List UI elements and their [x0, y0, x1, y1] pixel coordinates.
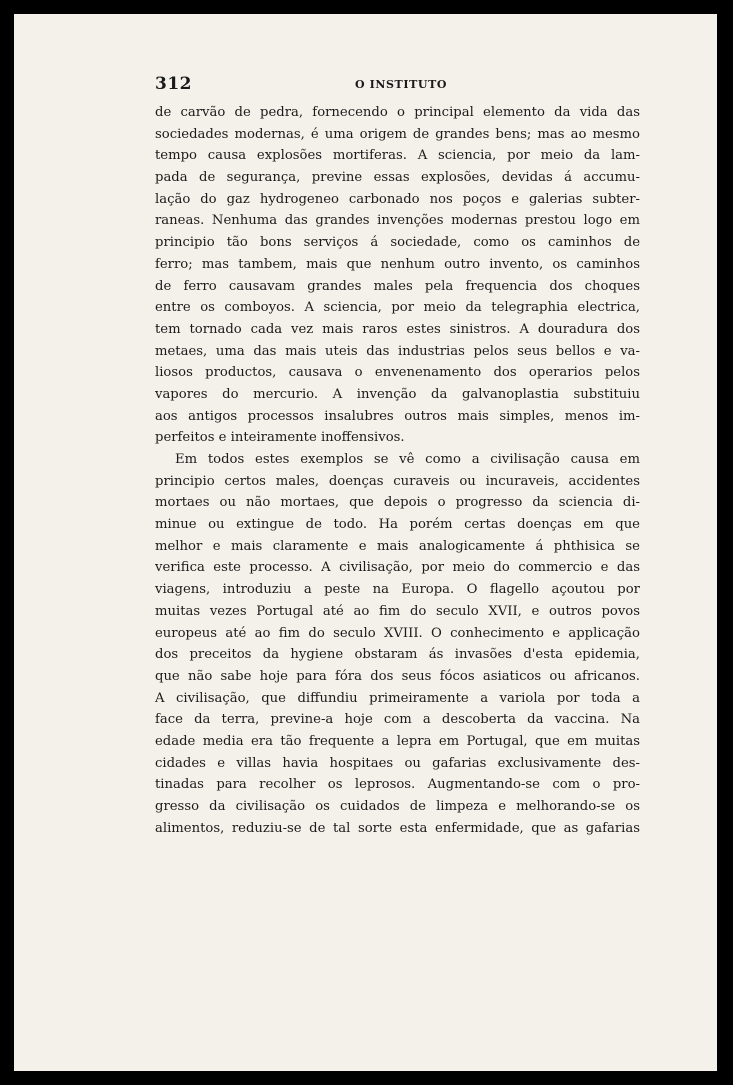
text-line: dos preceitos da hygiene obstaram ás invasões d'esta epidemia, [155, 647, 640, 663]
text-line: edade media era tão frequente a lepra em Portugal, que em muitas [155, 733, 640, 749]
paragraph-end-line: perfeitos e inteiramente inoffensivos. [155, 430, 405, 446]
text-line: viagens, introduziu a peste na Europa. O flagello açoutou por [155, 582, 640, 598]
text-line: sociedades modernas, é uma origem de grandes bens; mas ao mesmo [155, 126, 640, 142]
text-line: raneas. Nenhuma das grandes invenções modernas prestou logo em [155, 213, 640, 229]
text-line: ferro; mas tambem, mais que nenhum outro invento, os caminhos [155, 256, 640, 272]
text-line: metaes, uma das mais uteis das industrias pelos seus bellos e va- [155, 343, 640, 359]
document-page [14, 14, 717, 1071]
text-line: europeus até ao fim do seculo XVIII. O conhecimento e applicação [155, 625, 640, 641]
text-line: de ferro causavam grandes males pela frequencia dos choques [155, 278, 640, 294]
text-line: verifica este processo. A civilisação, por meio do commercio e das [155, 560, 640, 576]
text-line: alimentos, reduziu-se de tal sorte esta enfermidade, que as gafarias [155, 820, 640, 836]
text-line: mortaes ou não mortaes, que depois o progresso da sciencia di- [155, 495, 640, 511]
text-line: minue ou extingue de todo. Ha porém certas doenças em que [155, 517, 640, 533]
text-line: cidades e villas havia hospitaes ou gafarias exclusivamente des- [155, 755, 640, 771]
page-header [155, 74, 640, 96]
text-line: lação do gaz hydrogeneo carbonado nos poços e galerias subter- [155, 191, 640, 207]
text-line: principio certos males, doenças curaveis ou incuraveis, accidentes [155, 473, 640, 489]
page-number: 312 [155, 74, 192, 94]
text-line: A civilisação, que diffundiu primeiramente a variola por toda a [155, 690, 640, 706]
text-line: muitas vezes Portugal até ao fim do seculo XVII, e outros povos [155, 603, 640, 619]
text-line: vapores do mercurio. A invenção da galvanoplastia substituiu [155, 386, 640, 402]
text-line: entre os comboyos. A sciencia, por meio da telegraphia electrica, [155, 300, 640, 316]
text-line: aos antigos processos insalubres outros mais simples, menos im- [155, 408, 640, 424]
text-line: gresso da civilisação os cuidados de limpeza e melhorando-se os [155, 799, 640, 814]
text-line: que não sabe hoje para fóra dos seus fócos asiaticos ou africanos. [155, 668, 640, 684]
running-title: O INSTITUTO [355, 78, 448, 91]
paragraph-start-line: Em todos estes exemplos se vê como a civilisação causa em [175, 452, 640, 467]
text-line: principio tão bons serviços á sociedade, como os caminhos de [155, 235, 640, 251]
text-line: de carvão de pedra, fornecendo o principal elemento da vida das [155, 105, 640, 120]
text-line: tempo causa explosões mortiferas. A sciencia, por meio da lam- [155, 148, 640, 164]
body-text [155, 102, 640, 839]
text-line: tinadas para recolher os leprosos. Augmentando-se com o pro- [155, 777, 640, 793]
text-line: liosos productos, causava o envenenamento dos operarios pelos [155, 365, 640, 381]
text-line: tem tornado cada vez mais raros estes sinistros. A douradura dos [155, 321, 640, 337]
text-line: melhor e mais claramente e mais analogicamente á phthisica se [155, 538, 640, 554]
text-line: pada de segurança, previne essas explosões, devidas á accumu- [155, 170, 640, 186]
text-line: face da terra, previne-a hoje com a descoberta da vaccina. Na [155, 712, 640, 728]
